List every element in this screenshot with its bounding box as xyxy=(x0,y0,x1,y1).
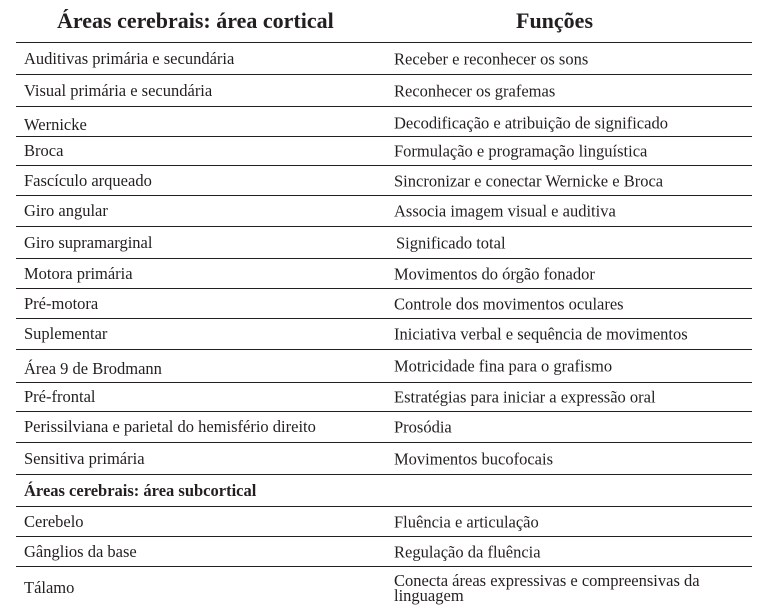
subcortical-heading: Áreas cerebrais: área subcortical xyxy=(24,480,257,500)
area-cell: Cerebelo xyxy=(24,511,84,531)
table-row xyxy=(16,383,752,412)
area-cell: Gânglios da base xyxy=(24,541,137,561)
table-row xyxy=(16,289,752,319)
function-cell: Fluência e articulação xyxy=(394,512,539,531)
table-row xyxy=(16,43,752,75)
area-cell: Suplementar xyxy=(24,324,108,343)
area-cell: Fascículo arqueado xyxy=(24,170,152,190)
function-cell: Reconhecer os grafemas xyxy=(394,81,556,100)
table-row xyxy=(16,137,752,166)
area-cell: Giro angular xyxy=(24,201,108,220)
header-functions: Funções xyxy=(516,8,593,33)
function-cell: Receber e reconhecer os sons xyxy=(394,49,589,68)
table-row xyxy=(16,443,752,475)
area-cell: Visual primária e secundária xyxy=(24,80,213,100)
table-row xyxy=(16,350,752,383)
area-cell: Giro supramarginal xyxy=(24,232,153,252)
function-cell: Sincronizar e conectar Wernicke e Broca xyxy=(394,171,664,190)
function-cell: Movimentos bucofocais xyxy=(394,449,554,468)
area-cell: Pré-motora xyxy=(24,293,99,313)
function-cell: Controle dos movimentos oculares xyxy=(394,294,624,313)
area-cell: Wernicke xyxy=(24,114,87,134)
function-cell: Prosódia xyxy=(394,417,452,437)
function-cell: Iniciativa verbal e sequência de movimentos xyxy=(394,324,688,344)
area-cell: Broca xyxy=(24,141,64,160)
table-row xyxy=(16,412,752,443)
area-cell: Tálamo xyxy=(24,578,75,597)
table-row xyxy=(16,319,752,350)
table-header xyxy=(16,0,752,43)
table-row xyxy=(16,196,752,227)
area-cell: Motora primária xyxy=(24,263,133,283)
area-cell: Área 9 de Brodmann xyxy=(24,359,162,378)
table-row xyxy=(16,567,752,609)
area-cell: Pré-frontal xyxy=(24,387,96,406)
table-row xyxy=(16,75,752,107)
function-cell: Associa imagem visual e auditiva xyxy=(394,201,616,221)
function-cell: Estratégias para iniciar a expressão oral xyxy=(394,387,656,407)
area-cell: Sensitiva primária xyxy=(24,448,145,468)
table-row xyxy=(16,166,752,196)
table-row xyxy=(16,259,752,289)
table-row xyxy=(16,107,752,137)
function-cell: Regulação da fluência xyxy=(394,542,541,561)
section-header-subcortical xyxy=(16,475,752,507)
function-cell: Significado total xyxy=(396,233,506,252)
brain-areas-table xyxy=(16,0,752,609)
function-cell: Motricidade fina para o grafismo xyxy=(394,356,613,376)
area-cell: Perissilviana e parietal do hemisfério direito xyxy=(24,417,316,436)
function-cell: Movimentos do órgão fonador xyxy=(394,264,595,283)
table-row xyxy=(16,227,752,259)
function-cell: Decodificação e atribuição de significado xyxy=(394,113,668,132)
function-cell: Formulação e programação linguística xyxy=(394,141,648,161)
table-row xyxy=(16,537,752,567)
header-areas: Áreas cerebrais: área cortical xyxy=(57,8,334,33)
function-cell: Conecta áreas expressivas e compreensivas da linguagem xyxy=(394,571,700,605)
area-cell: Auditivas primária e secundária xyxy=(24,48,235,68)
table-row xyxy=(16,507,752,537)
